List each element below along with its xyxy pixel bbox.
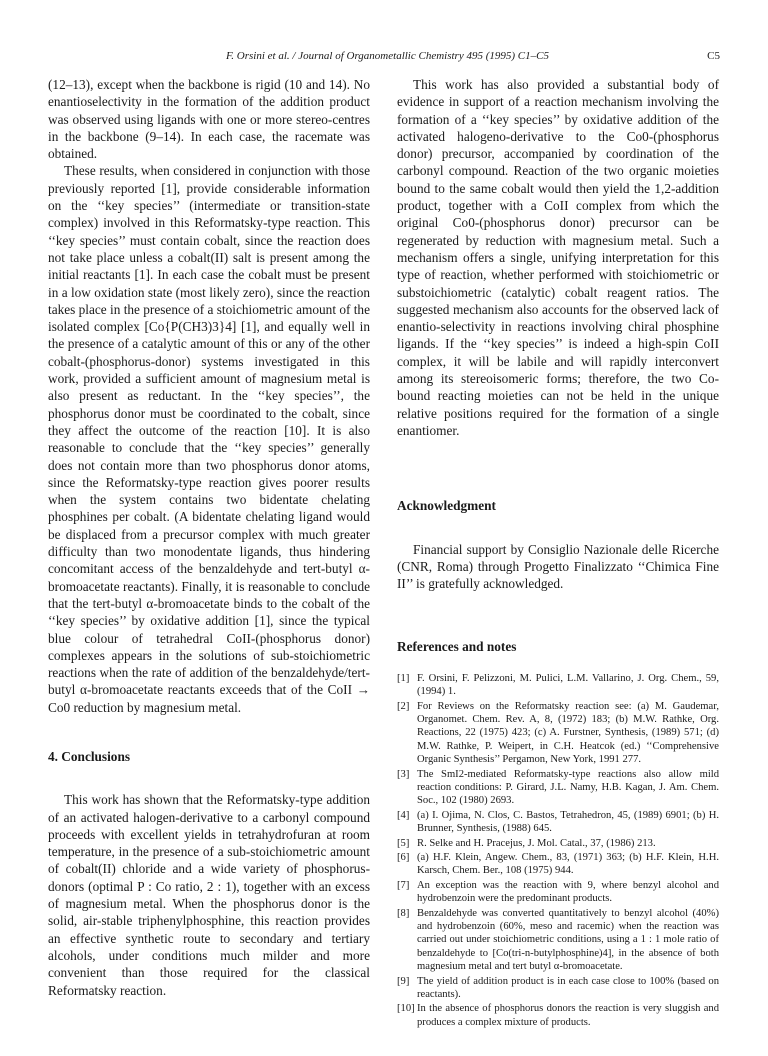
reference-text: In the absence of phosphorus donors the reaction is very sluggish and produces a complex mixture of products. [417, 1003, 719, 1028]
reference-text: An exception was the reaction with 9, where benzyl alcohol and hydrobenzoin were the predominant products. [417, 879, 719, 905]
paragraph-continuation: (12–13), except when the backbone is rigid (10 and 14). No enantioselectivity in the formation of the addition product was observed using ligands with one or more stereo-centres in the backbone (9–14). In each case, the racemate was obtained. [48, 77, 370, 162]
reference-number: [1] [397, 672, 410, 684]
section-heading-conclusions: 4. Conclusions [48, 748, 131, 764]
reference-number: [2] [397, 700, 410, 712]
acknowledgment-text: Financial support by Consiglio Nazionale delle Ricerche (CNR, Roma) through Progetto Finalizzato ‘‘Chimica Fine II’’ is gratefully acknowledged. [397, 541, 719, 592]
right-column [397, 76, 719, 1030]
acknowledgment-heading: Acknowledgment [397, 498, 496, 514]
reference-number: [7] [397, 879, 410, 891]
paragraph-conclusions: This work has shown that the Reformatsky-type addition of an activated halogen-derivative to a carbonyl compound proceeds with excellent yields in tetrahydrofuran at room temperature, in the presence of a sub-stoichiometric amount of cobalt(II) chloride and a wide variety of phosphorus-donors (optimal P : Co ratio, 2 : 1), together with an excess of magnesium metal. When the phosphorus donor is the solid, air-stable triphenylphosphine, this reaction provides an effective synthetic route to secondary and tertiary alcohols, under conditions much milder and more convenient than those required for the classical Reformatsky reaction. [48, 792, 370, 998]
reference-item [397, 837, 719, 850]
reference-text: The SmI2-mediated Reformatsky-type reactions also allow mild reaction conditions: P. Girard, J.L. Namy, H.B. Kagan, J. Am. Chem. Soc., 102 (1980) 2693. [417, 768, 719, 807]
reference-text: (a) I. Ojima, N. Clos, C. Bastos, Tetrahedron, 45, (1989) 6901; (b) H. Brunner, Synthesis, (1988) 645. [417, 809, 719, 835]
references-heading: References and notes [397, 639, 517, 655]
left-column [48, 76, 370, 999]
reference-text: The yield of addition product is in each case close to 100% (based on reactants). [417, 975, 719, 1001]
reference-number: [9] [397, 975, 410, 987]
page-number: C5 [707, 50, 720, 62]
reference-item [397, 879, 719, 906]
reference-item [397, 975, 719, 1002]
reference-item [397, 700, 719, 767]
reference-text: Benzaldehyde was converted quantitatively to benzyl alcohol (40%) and hydrobenzoin (60%, meso and racemic) when the reaction was carried out under stoichiometric conditions, using a 1 : 1 mole ratio of benzaldehyde to [Co(tri-n-butylphosphine)4], in the absence of both magnesium metal and tert butyl α-bromoacetate. [417, 907, 719, 973]
reference-text: (a) H.F. Klein, Angew. Chem., 83, (1971) 363; (b) H.F. Klein, H.H. Karsch, Chem. Ber., 108 (1975) 944. [417, 852, 719, 877]
paragraph-key-species: These results, when considered in conjunction with those previously reported [1], provide considerable information on the ‘‘key species’’ (intermediate or transition-state complex) involved in this Reformatsky-type reaction. This ‘‘key species’’ must contain cobalt, since the reaction does not take place unless a cobalt(II) salt is present among the initial reactants [1]. In each case the cobalt must be present in a low oxidation state (most likely zero), since the reaction takes place in the presence of a stoichiometric amount of the isolated complex [Co{P(CH3)3}4] [1], and equally well in the presence of a catalytic amount of this or any of the other cobalt-(phosphorus-donor) systems investigated in this work, provided a sufficient amount of magnesium metal is also present as reductant. In the ‘‘key species’’, the phosphorus donor must be coordinated to the cobalt, since they affect the outcome of the reaction [10]. It is also reasonable to conclude that the ‘‘key species’’ generally does not contain more than two phosphorus donor atoms, since the Reformatsky-type reaction gives poorer results when the system contains two bidentate chelating phosphines per cobalt. (A bidentate chelating ligand would be displaced from a precursor complex with much greater difficulty than two monodentate ligands, thus hindering concomitant access of the benzaldehyde and tert-butyl α-bromoacetate reactants). Finally, it is reasonable to conclude that the tert-butyl α-bromoacetate binds to the cobalt of the ‘‘key species’’ by oxidative addition [1], since the typical blue colour of tetrahedral CoII-(phosphorus donor) complexes appears in the solutions of sub-stoichiometric reactions when the rate of addition of the benzaldehyde/tert-butyl α-bromoacetate reactants exceeds that of the CoII → Co0 reduction by magnesium metal. [48, 163, 370, 715]
reference-text: For Reviews on the Reformatsky reaction see: (a) M. Gaudemar, Organomet. Chem. Rev. A, 8, (1972) 183; (b) M.W. Rathke, Org. Reactions, 22 (1975) 423; (c) A. Furstner, Synthesis, (1989) 571; (d) M.W. Rathke, P. Weipert, in C.H. Heatcok (ed.) ‘‘Comprehensive Organic Synthesis’’ Pergamon, New York, 1991 277. [417, 700, 719, 766]
running-title: F. Orsini et al. / Journal of Organometallic Chemistry 495 (1995) C1–C5 [226, 50, 549, 62]
paragraph-mechanism: This work has also provided a substantial body of evidence in support of a reaction mechanism involving the formation of a ‘‘key species’’ by oxidative addition of the activated halogeno-derivative to the Co0-(phosphorus donor) precursor, accompanied by coordination of the carbonyl compound. Reaction of the two organic moieties bound to the same cobalt would then yield the 1,2-addition product, together with a CoII complex from which the original Co0-(phosphorus donor) precursor can be regenerated by reduction with magnesium metal. Such a mechanism offers a single, unifying interpretation for this type of reaction, whether performed with stoichiometric or substoichiometric (catalytic) cobalt reagent ratios. The suggested mechanism also accounts for the observed lack of enantio-selectivity in reactions involving chiral phosphine ligands. If the ‘‘key species’’ is indeed a high-spin CoII complex, it will be labile and will rapidly interconvert among its stereoisomeric forms; therefore, the two Co-bound reacting moieties can not be held in the unique relative positions required for the formation of a single enantiomer. [397, 77, 719, 438]
reference-item [397, 1002, 719, 1029]
reference-number: [4] [397, 809, 410, 821]
reference-item [397, 809, 719, 836]
reference-number: [3] [397, 768, 410, 780]
reference-text: F. Orsini, F. Pelizzoni, M. Pulici, L.M. Vallarino, J. Org. Chem., 59, (1994) 1. [417, 672, 719, 698]
reference-text: R. Selke and H. Pracejus, J. Mol. Catal., 37, (1986) 213. [417, 837, 656, 849]
reference-number: [5] [397, 837, 410, 849]
reference-item [397, 851, 719, 878]
running-header [48, 50, 720, 66]
reference-item [397, 672, 719, 699]
reference-item [397, 768, 719, 808]
reference-number: [6] [397, 852, 410, 863]
reference-number: [10] [397, 1003, 415, 1015]
reference-list [397, 672, 719, 1030]
reference-item [397, 907, 719, 974]
reference-number: [8] [397, 907, 410, 919]
